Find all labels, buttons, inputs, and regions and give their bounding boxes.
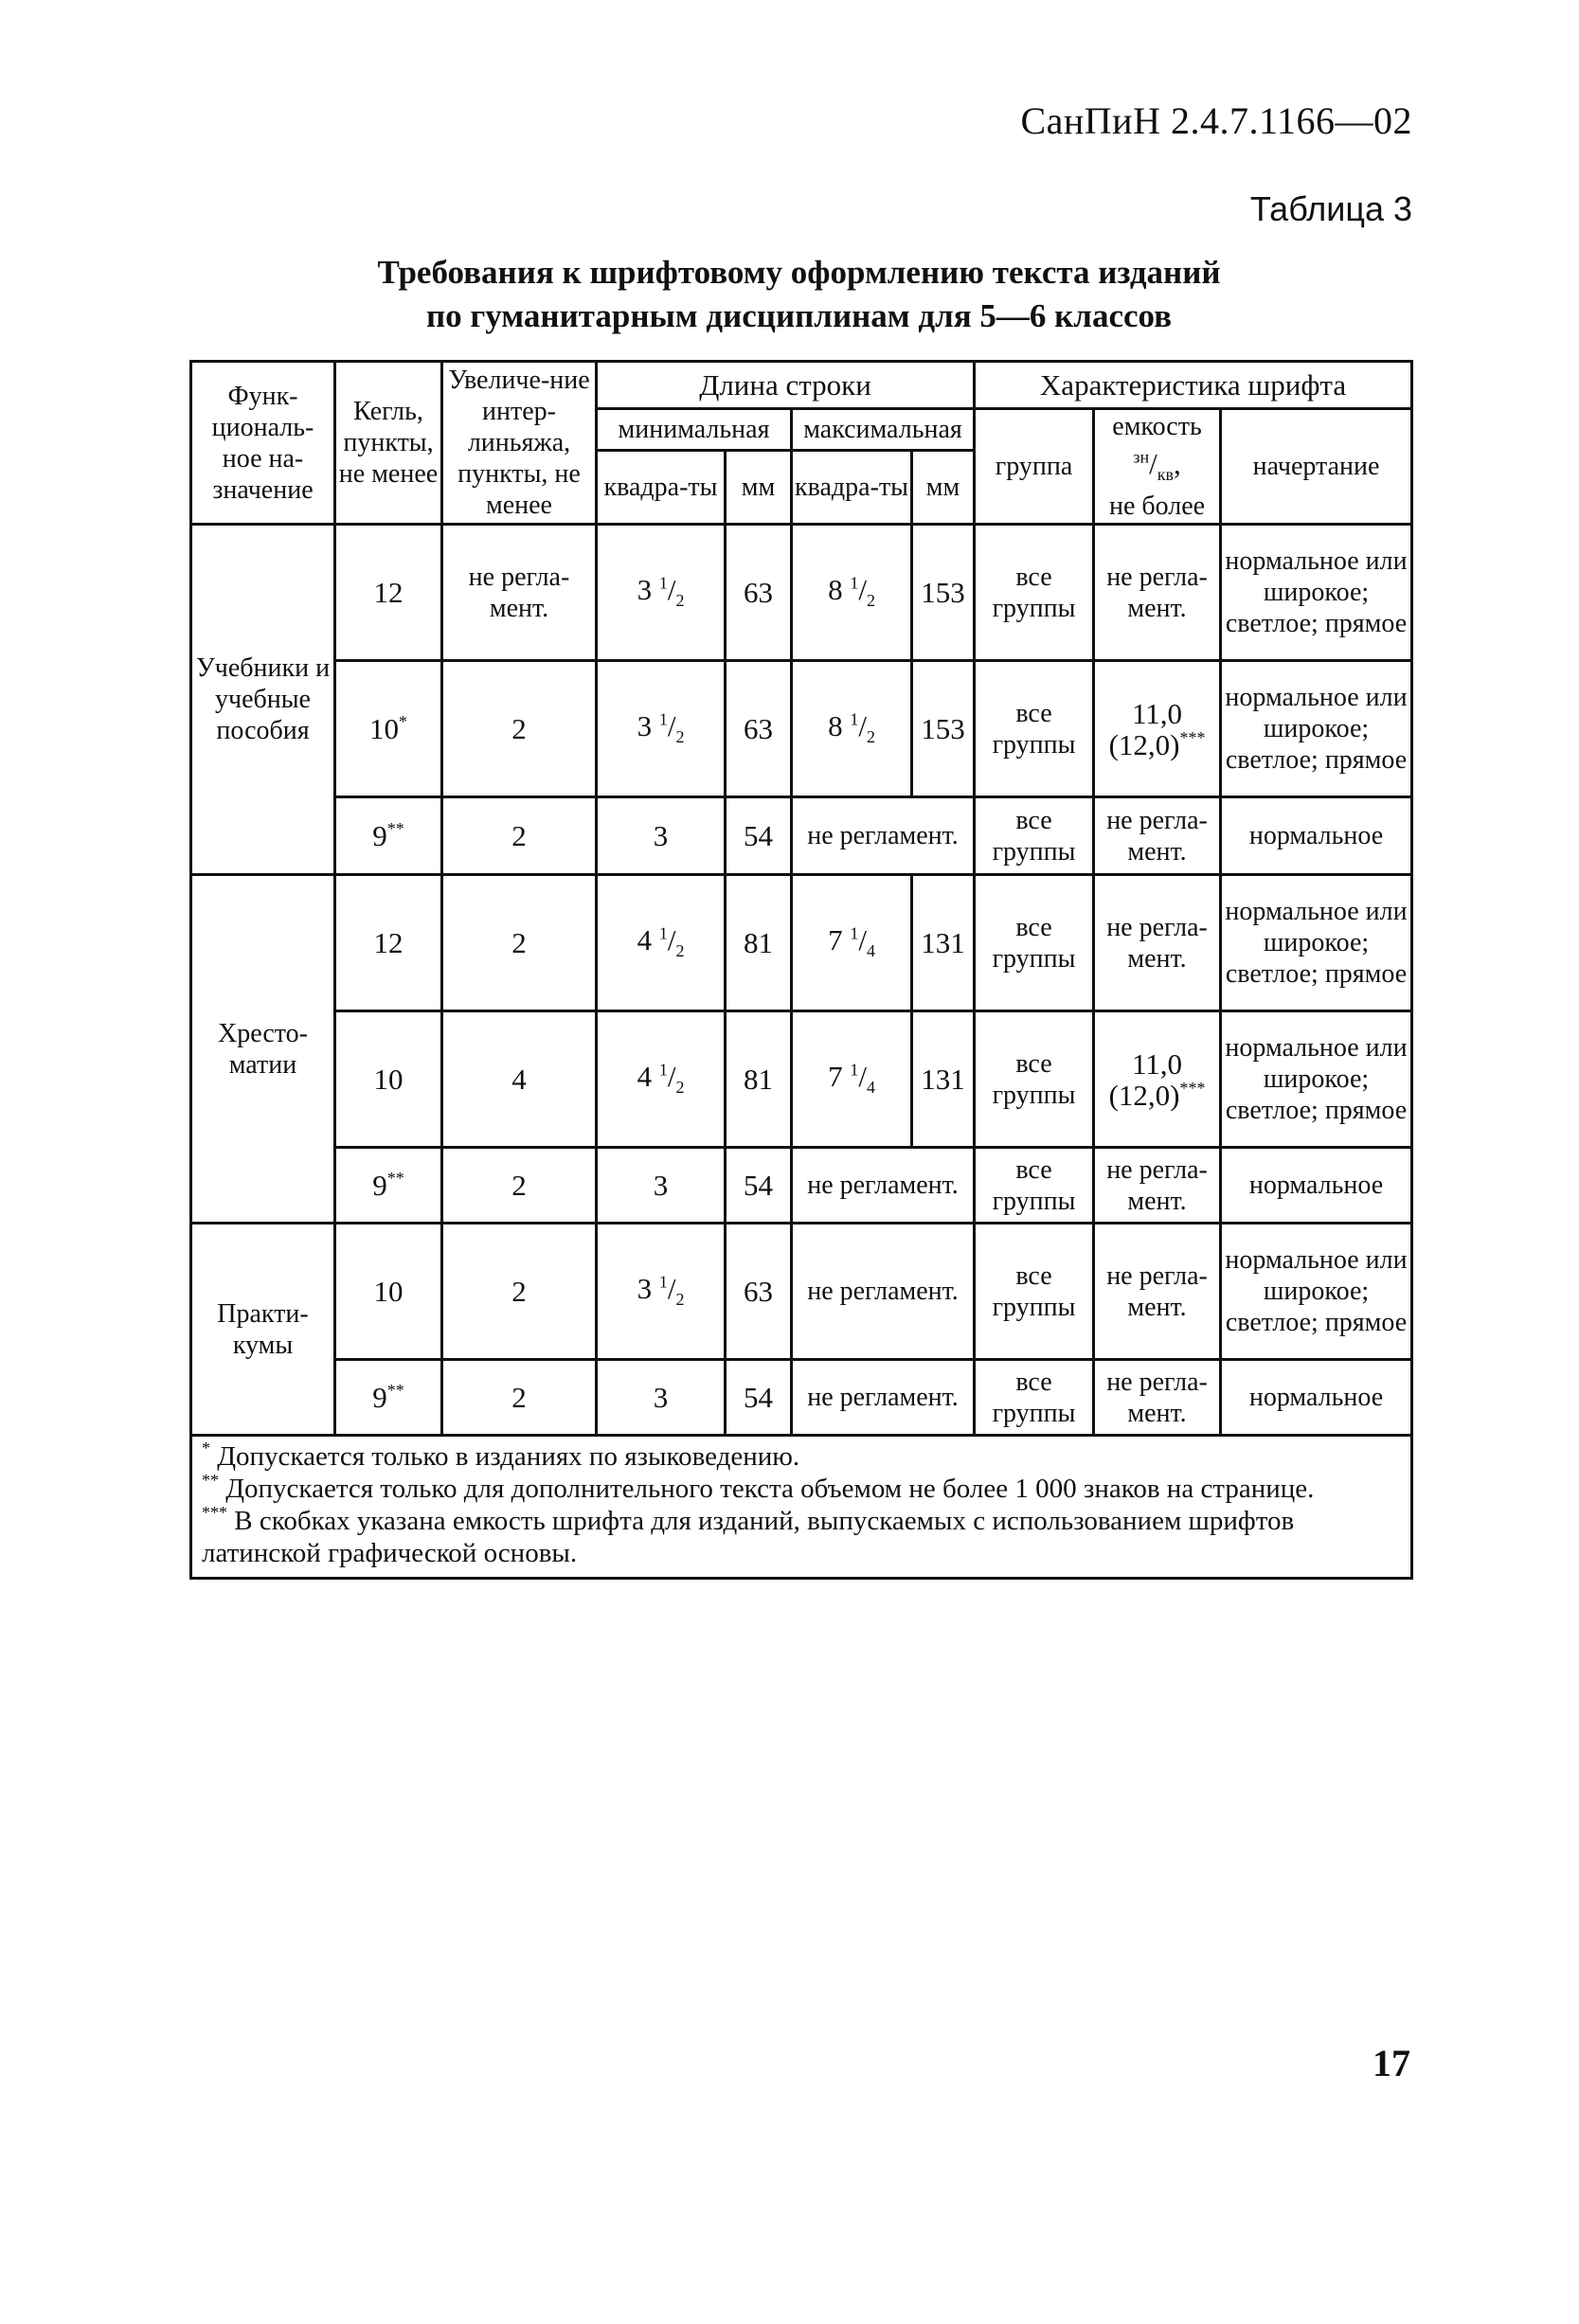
cell-max-length: не регламент. bbox=[792, 1360, 975, 1436]
table-row bbox=[191, 525, 1412, 661]
cell-max-mm: 131 bbox=[912, 1011, 975, 1148]
cell-leading: 2 bbox=[442, 1148, 597, 1224]
table-title-line-1: Требования к шрифтовому оформлению текста изданий bbox=[377, 254, 1221, 291]
cell-max-squares: 7 $^1/_4$ bbox=[792, 875, 912, 1011]
cell-group: все группы bbox=[975, 1148, 1094, 1224]
cell-min-mm: 81 bbox=[726, 875, 792, 1011]
cell-font-size: 10* bbox=[335, 661, 442, 797]
section-label: Практи-кумы bbox=[191, 1224, 335, 1436]
cell-min-squares: 4 $^1/_2$ bbox=[597, 875, 726, 1011]
cell-min-squares: 3 $^1/_2$ bbox=[597, 525, 726, 661]
cell-style: нормальное или широкое; светлое; прямое bbox=[1221, 661, 1412, 797]
header-font-characteristics: Характеристика шрифта bbox=[975, 362, 1412, 409]
cell-group: все группы bbox=[975, 525, 1094, 661]
cell-style: нормальное или широкое; светлое; прямое bbox=[1221, 1224, 1412, 1360]
cell-capacity: 11,0 (12,0)*** bbox=[1094, 1011, 1221, 1148]
cell-max-mm: 153 bbox=[912, 661, 975, 797]
header-style: начертание bbox=[1221, 409, 1412, 525]
cell-group: все группы bbox=[975, 1360, 1094, 1436]
header-minimal: минимальная bbox=[597, 409, 792, 451]
header-function: Функ-циональ-ное на-значение bbox=[191, 362, 335, 525]
cell-min-mm: 54 bbox=[726, 1360, 792, 1436]
header-group: группа bbox=[975, 409, 1094, 525]
page-number: 17 bbox=[1373, 2042, 1410, 2084]
cell-max-mm: 131 bbox=[912, 875, 975, 1011]
cell-group: все группы bbox=[975, 661, 1094, 797]
cell-capacity: не регла-мент. bbox=[1094, 875, 1221, 1011]
capacity-label: емкость bbox=[1112, 411, 1202, 441]
cell-capacity: 11,0 (12,0)*** bbox=[1094, 661, 1221, 797]
cell-group: все группы bbox=[975, 875, 1094, 1011]
cell-font-size: 10 bbox=[335, 1224, 442, 1360]
cell-min-squares: 3 $^1/_2$ bbox=[597, 1224, 726, 1360]
cell-capacity: не регла-мент. bbox=[1094, 1224, 1221, 1360]
requirements-table bbox=[189, 360, 1413, 1580]
cell-leading: 2 bbox=[442, 875, 597, 1011]
cell-min-mm: 63 bbox=[726, 1224, 792, 1360]
header-max-mm: мм bbox=[912, 451, 975, 525]
table-row bbox=[191, 1224, 1412, 1360]
header-line-length: Длина строки bbox=[597, 362, 975, 409]
cell-min-squares: 4 $^1/_2$ bbox=[597, 1011, 726, 1148]
cell-font-size: 9** bbox=[335, 1148, 442, 1224]
header-min-squares: квадра-ты bbox=[597, 451, 726, 525]
cell-font-size: 9** bbox=[335, 797, 442, 875]
cell-leading: 2 bbox=[442, 1360, 597, 1436]
cell-leading: 2 bbox=[442, 1224, 597, 1360]
footnote-1: * Допускается только в изданиях по языковедению. bbox=[202, 1439, 800, 1472]
cell-min-squares: 3 $^1/_2$ bbox=[597, 661, 726, 797]
cell-min-squares: 3 bbox=[597, 1360, 726, 1436]
table-title-line-2: по гуманитарным дисциплинам для 5—6 классов bbox=[425, 297, 1173, 334]
cell-style: нормальное или широкое; светлое; прямое bbox=[1221, 525, 1412, 661]
table-title bbox=[189, 251, 1409, 338]
header-min-mm: мм bbox=[726, 451, 792, 525]
cell-capacity: не регла-мент. bbox=[1094, 1360, 1221, 1436]
cell-max-squares: 8 $^1/_2$ bbox=[792, 661, 912, 797]
cell-style: нормальное bbox=[1221, 797, 1412, 875]
cell-style: нормальное или широкое; светлое; прямое bbox=[1221, 875, 1412, 1011]
table-row bbox=[191, 875, 1412, 1011]
table-label: Таблица 3 bbox=[1249, 189, 1412, 228]
cell-max-length: не регламент. bbox=[792, 1148, 975, 1224]
cell-font-size: 10 bbox=[335, 1011, 442, 1148]
cell-capacity: не регла-мент. bbox=[1094, 1148, 1221, 1224]
cell-min-mm: 63 bbox=[726, 525, 792, 661]
cell-style: нормальное bbox=[1221, 1148, 1412, 1224]
section-label: Хресто-матии bbox=[191, 875, 335, 1224]
cell-group: все группы bbox=[975, 1011, 1094, 1148]
cell-leading: 4 bbox=[442, 1011, 597, 1148]
table-row bbox=[191, 1148, 1412, 1224]
cell-leading: не регла-мент. bbox=[442, 525, 597, 661]
header-capacity bbox=[1094, 409, 1221, 525]
table-body bbox=[191, 525, 1412, 1436]
table-row bbox=[191, 661, 1412, 797]
cell-font-size: 9** bbox=[335, 1360, 442, 1436]
cell-min-squares: 3 bbox=[597, 1148, 726, 1224]
header-font-size: Кегль, пункты, не менее bbox=[335, 362, 442, 525]
footnote-2: ** Допускается только для дополнительного текста объемом не более 1 000 знаков на странице. bbox=[202, 1471, 1315, 1504]
capacity-limit: не более bbox=[1108, 492, 1206, 522]
table-row bbox=[191, 1011, 1412, 1148]
section-label: Учебники и учебные пособия bbox=[191, 525, 335, 875]
cell-max-squares: 7 $^1/_4$ bbox=[792, 1011, 912, 1148]
table-row bbox=[191, 797, 1412, 875]
cell-font-size: 12 bbox=[335, 525, 442, 661]
header-leading: Увеличе-ние интер-линьяжа, пункты, не менее bbox=[442, 362, 597, 525]
cell-group: все группы bbox=[975, 797, 1094, 875]
cell-min-mm: 54 bbox=[726, 797, 792, 875]
cell-font-size: 12 bbox=[335, 875, 442, 1011]
cell-min-mm: 81 bbox=[726, 1011, 792, 1148]
cell-style: нормальное bbox=[1221, 1360, 1412, 1436]
header-maximal: максимальная bbox=[792, 409, 975, 451]
cell-leading: 2 bbox=[442, 661, 597, 797]
cell-leading: 2 bbox=[442, 797, 597, 875]
cell-max-length: не регламент. bbox=[792, 797, 975, 875]
capacity-unit: $^{зн}/_{кв}$, bbox=[1133, 447, 1181, 485]
cell-style: нормальное или широкое; светлое; прямое bbox=[1221, 1011, 1412, 1148]
cell-max-mm: 153 bbox=[912, 525, 975, 661]
cell-max-length: не регламент. bbox=[792, 1224, 975, 1360]
cell-capacity: не регла-мент. bbox=[1094, 797, 1221, 875]
cell-min-mm: 54 bbox=[726, 1148, 792, 1224]
cell-min-squares: 3 bbox=[597, 797, 726, 875]
footnote-3: *** В скобках указана емкость шрифта для изданий, выпускаемых с использованием шрифтов латинской графической основы. bbox=[202, 1503, 1295, 1568]
header-max-squares: квадра-ты bbox=[792, 451, 912, 525]
cell-max-squares: 8 $^1/_2$ bbox=[792, 525, 912, 661]
cell-min-mm: 63 bbox=[726, 661, 792, 797]
table-row bbox=[191, 1360, 1412, 1436]
table-footnotes bbox=[191, 1436, 1412, 1579]
cell-group: все группы bbox=[975, 1224, 1094, 1360]
document-code: СанПиН 2.4.7.1166—02 bbox=[1020, 99, 1412, 142]
cell-capacity: не регла-мент. bbox=[1094, 525, 1221, 661]
